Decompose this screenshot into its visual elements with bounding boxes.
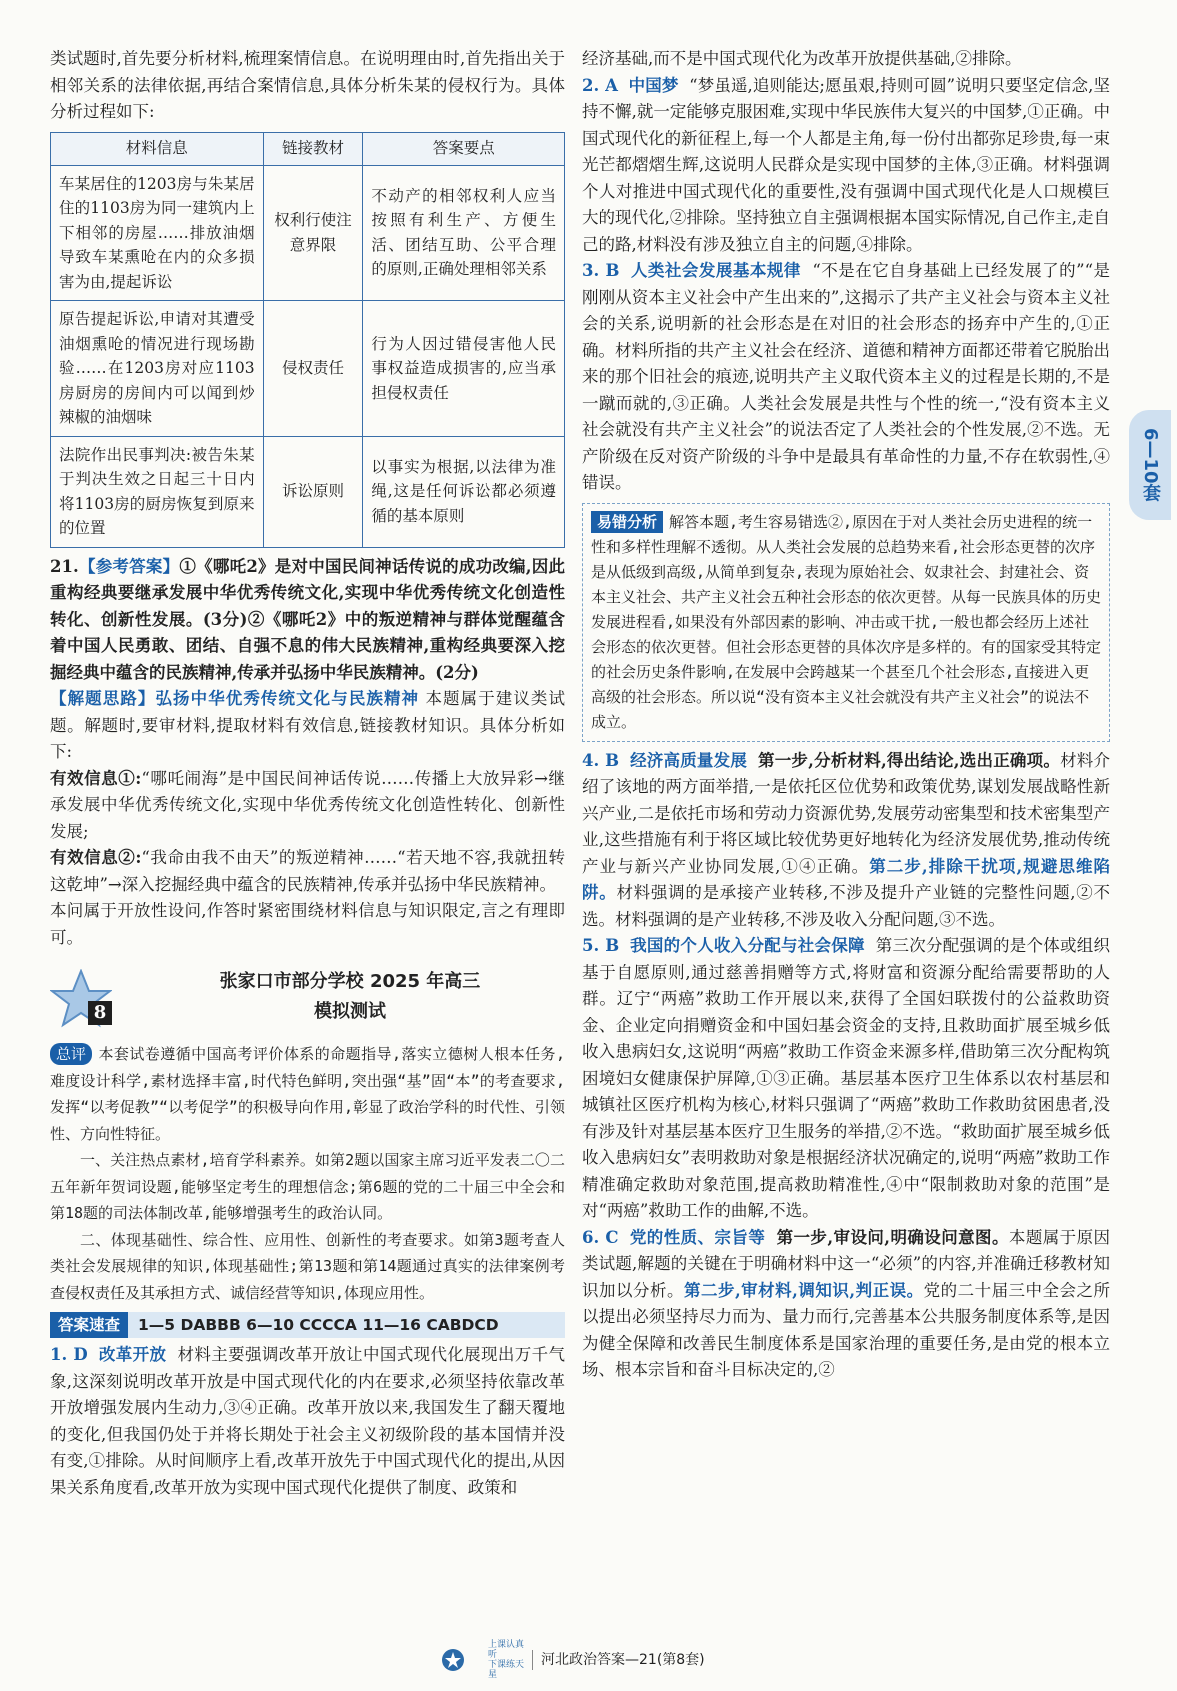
q5-number: 5. B	[582, 936, 620, 955]
table-cell: 不动产的相邻权利人应当按照有利生产、方便生活、团结互助、公平合理的原则,正确处理相邻关系	[363, 165, 565, 301]
footer-divider	[532, 1650, 533, 1670]
set-number: 8	[88, 1001, 112, 1025]
table-cell: 法院作出民事判决:被告朱某于判决生效之日起三十日内将1103房的厨房恢复到原来的位置	[51, 436, 264, 547]
publisher-logo-icon	[440, 1647, 480, 1673]
q21-number: 21.	[50, 556, 79, 576]
right-column	[582, 46, 1110, 1384]
set-range-tab: 6—10套	[1129, 410, 1171, 520]
table-cell: 以事实为根据,以法律为准绳,这是任何诉讼都必须遵循的基本原则	[363, 436, 565, 547]
error-analysis-text: 解答本题,考生容易错选②,原因在于对人类社会历史进程的统一性和多样性理解不透彻。从人类社会发展的总趋势来看,社会形态更替的次序是从低级到高级,从简单到复杂,表现为原始社会、奴隶社会、封建社会、资本主义社会、共产主义社会五种社会形态的依次更替。从每一民族具体的历史发展进程看,如果没有外部因素的影响、冲击或干扰,一般也都会经历上述社会形态的依次更替。但社会形态更替的具体次序是多样的。有的国家受其特定的社会历史条件影响,在发展中会跨越某一个甚至几个社会形态,直接进入更高级的社会形态。所以说“没有资本主义社会就没有共产主义社会”的说法不成立。	[591, 512, 1102, 731]
q6-text2: 党的二十届三中全会之所以提出必须坚持尽力而为、量力而行,完善基本公共服务制度体系等,是因为健全保障和改善民生制度体系是国家治理的重要任务,是由党的根本立场、根本宗旨和奋斗目标决定的,②	[582, 1280, 1111, 1379]
q3-text: “不是在它自身基础上已经发展了的”“是刚刚从资本主义社会中产生出来的”,这揭示了共产主义社会与资本主义社会的关系,说明新的社会形态是在对旧的社会形态的扬弃中产生的,①正确。材料所指的共产主义社会在经济、道德和精神方面都还带着它脱胎出来的那个旧社会的痕迹,说明共产主义取代资本主义的过程是长期的,不是一蹴而就的,③正确。人类社会发展是共性与个性的统一,“没有资本主义社会就没有共产主义社会”的说法否定了人类社会的个性发展,②不选。无产阶级在反对资产阶级的斗争中是最具有革命性的力量,不存在软弱性,④错误。	[582, 261, 1111, 492]
set-title-line2: 模拟测试	[314, 1001, 386, 1022]
table-header: 材料信息	[51, 132, 264, 165]
set-title	[170, 967, 530, 1027]
q4-text1: 材料介绍了该地的两方面举措,一是依托区位优势和政策优势,谋划发展战略性新兴产业,二是依托市场和劳动力资源优势,发展劳动密集型和技术密集型产业,这些措施有利于将区域比较优势更好地转化为经济发展优势,推动传统产业与新兴产业协同发展,①④正确。	[582, 750, 1110, 876]
q6-step1: 第一步,审设问,明确设问意图。	[776, 1227, 1009, 1247]
quick-answer-bar	[50, 1312, 565, 1338]
table-cell: 行为人因过错侵害他人民事权益造成损害的,应当承担侵权责任	[363, 301, 565, 437]
q21-solution-text: 本题属于建议类试题。解题时,要审材料,提取材料有效信息,链接教材知识。具体分析如下:	[50, 689, 566, 761]
effective-info-2	[50, 845, 565, 898]
table-row	[51, 301, 565, 437]
q5-text: 第三次分配强调的是个体或组织基于自愿原则,通过慈善捐赠等方式,将财富和资源分配给需要帮助的人群。辽宁“两癌”救助工作开展以来,获得了全国妇联拨付的公益救助资金、企业定向捐赠资金和中国妇基会资金的支持,且救助面扩展至城乡低收入患病妇女,这说明“两癌”救助工作资金来源多样,借助第三次分配构筑困境妇女健康保护屏障,①③正确。基层基本医疗卫生体系以农村基层和城镇社区医疗机构为核心,材料只强调了“两癌”救助工作救助贫困患者,没有涉及针对基层基本医疗卫生服务的举措,②不选。“救助面扩展至城乡低收入患病妇女”表明救助对象是根据经济状况确定的,说明“两癌”救助工作精准确定救助对象范围,提高救助精准性,④中“限制救助对象的范围”是对“两癌”救助工作的曲解,不选。	[582, 936, 1111, 1220]
effective-info-1-text: “哪吒闹海”是中国民间神话传说……传播上大放异彩→继承发展中华优秀传统文化,实现中华优秀传统文化创造性转化、创新性发展;	[50, 768, 565, 841]
q4-text2: 材料强调的是承接产业转移,不涉及提升产业链的完整性问题,②不选。材料强调的是产业转移,不涉及收入分配问题,③不选。	[582, 883, 1110, 929]
q4-number: 4. B	[582, 750, 620, 770]
set-title-line1: 张家口市部分学校 2025 年高三	[219, 971, 481, 992]
table-row	[51, 165, 565, 301]
table-cell: 原告提起诉讼,申请对其遭受油烟熏呛的情况进行现场勘验……在1203房对应1103房厨房的房间内可以闻到炒辣椒的油烟味	[51, 301, 264, 437]
overall-evaluation	[50, 1041, 565, 1147]
error-analysis-box	[582, 503, 1110, 742]
evaluation-paragraph-3: 二、体现基础性、综合性、应用性、创新性的考查要求。如第3题考查人类社会发展规律的知识,体现基础性;第13题和第14题通过真实的法律案例考查侵权责任及其承担方式、诚信经营等知识,体现应用性。	[50, 1230, 565, 1302]
q5-knowledge-point: 我国的个人收入分配与社会保障	[630, 936, 865, 955]
table-cell: 权利行使注意界限	[263, 165, 363, 301]
q21-tail: 本问属于开放性设问,作答时紧密围绕材料信息与知识限定,言之有理即可。	[50, 901, 565, 947]
q2-knowledge-point: 中国梦	[628, 75, 679, 95]
effective-info-2-label: 有效信息②:	[50, 848, 142, 867]
table-header: 答案要点	[363, 132, 565, 165]
set-heading	[50, 963, 565, 1041]
quick-answer-values: 1—5 DABBB 6—10 CCCCA 11—16 CABDCD	[138, 1316, 499, 1334]
q21-answer-text: ①《哪吒2》是对中国民间神话传说的成功改编,因此重构经典要继承发展中华优秀传统文化,实现中华优秀传统文化创造性转化、创新性发展。(3分)②《哪吒2》中的叛逆精神与群体觉醒蕴含着中国人民勇敢、团结、自强不息的伟大民族精神,重构经典要深入挖掘经典中蕴含的民族精神,传承并弘扬中华民族精神。(2分)	[50, 556, 566, 682]
q3-knowledge-point: 人类社会发展基本规律	[630, 261, 801, 280]
q21-answer	[50, 554, 565, 687]
evaluation-paragraph-2: 一、关注热点素材,培育学科素养。如第2题以国家主席习近平发表二〇二五年新年贺词设题,能够坚定考生的理想信念;第6题的党的二十届三中全会和第18题的司法体制改革,能够增强考生的政治认同。	[50, 1151, 565, 1222]
case-analysis-table	[50, 132, 565, 548]
table-cell: 侵权责任	[263, 301, 363, 437]
intro-paragraph: 类试题时,首先要分析材料,梳理案情信息。在说明理由时,首先指出关于相邻关系的法律依据,再结合案情信息,具体分析朱某的侵权行为。具体分析过程如下:	[50, 49, 565, 121]
q5-explanation	[582, 933, 1110, 1225]
effective-info-1-label: 有效信息①:	[50, 768, 142, 788]
footer-page-label: 河北政治答案—21(第8套)	[541, 1652, 705, 1668]
q21-solution	[50, 686, 565, 766]
error-analysis-label: 易错分析	[591, 511, 663, 533]
table-header-row	[51, 132, 565, 165]
q3-explanation	[582, 258, 1110, 497]
q6-text1: 本题属于原因类试题,解题的关键在于明确材料中这一“必须”的内容,并准确迁移教材知识加以分析。	[582, 1227, 1111, 1300]
table-cell: 诉讼原则	[263, 436, 363, 547]
footer-slogan-line1: 上课认真听	[488, 1640, 525, 1660]
q1-number: 1. D	[50, 1345, 88, 1364]
table-header: 链接教材	[263, 132, 363, 165]
q1-explanation	[50, 1342, 565, 1501]
q4-knowledge-point: 经济高质量发展	[630, 750, 748, 770]
page-footer	[440, 1640, 760, 1680]
q6-knowledge-point: 党的性质、宗旨等	[629, 1227, 766, 1247]
effective-info-2-text: “我命由我不由天”的叛逆精神……“若天地不容,我就扭转这乾坤”→深入挖掘经典中蕴含的民族精神,传承并弘扬中华民族精神。	[50, 848, 565, 894]
q21-solution-knowledge-point: 弘扬中华优秀传统文化与民族精神	[155, 689, 420, 708]
quick-answer-label: 答案速查	[50, 1312, 128, 1338]
footer-slogan	[488, 1640, 524, 1680]
left-column	[50, 46, 565, 1501]
q6-step2: 第二步,审材料,调知识,判正误。	[683, 1280, 924, 1300]
footer-slogan-line2: 下课练天星	[488, 1660, 525, 1680]
evaluation-text-1: 本套试卷遵循中国高考评价体系的命题指导,落实立德树人根本任务,难度设计科学,素材选择丰富,时代特色鲜明,突出强“基”固“本”的考查要求,发挥“以考促教”“以考促学”的积极导向作用,彰显了政治学科的时代性、引领性、方向性特征。	[50, 1045, 565, 1143]
q1-knowledge-point: 改革开放	[98, 1345, 167, 1364]
q6-number: 6. C	[582, 1227, 619, 1247]
q4-step1: 第一步,分析材料,得出结论,选出正确项。	[758, 750, 1061, 770]
q2-explanation	[582, 73, 1110, 259]
evaluation-label: 总评	[50, 1043, 92, 1065]
q1-text: 材料主要强调改革开放让中国式现代化展现出万千气象,这深刻说明改革开放是中国式现代化的内在要求,必须坚持依靠改革开放增强发展内生动力,③④正确。改革开放以来,我国发生了翻天覆地的变化,但我国仍处于并将长期处于社会主义初级阶段的基本国情并没有变,①排除。从时间顺序上看,改革开放先于中国式现代化的提出,从因果关系角度看,改革开放为实现中国式现代化提供了制度、政策和	[50, 1345, 565, 1497]
effective-info-1	[50, 766, 565, 846]
q21-solution-tag: 【解题思路】	[50, 689, 156, 708]
q21-answer-tag: 【参考答案】	[78, 556, 180, 576]
table-cell: 车某居住的1203房与朱某居住的1103房为同一建筑内上下相邻的房屋……排放油烟导致车某熏呛在内的众多损害为由,提起诉讼	[51, 165, 264, 301]
q2-number: 2. A	[582, 75, 618, 95]
table-row	[51, 436, 565, 547]
q4-step2: 第二步,排除干扰项,规避思维陷阱。	[582, 856, 1110, 902]
q1-continuation: 经济基础,而不是中国式现代化为改革开放提供基础,②排除。	[582, 49, 1022, 68]
q4-explanation	[582, 748, 1110, 934]
q2-text: “梦虽遥,追则能达;愿虽艰,持则可圆”说明只要坚定信念,坚持不懈,就一定能够克服困难,实现中华民族伟大复兴的中国梦,①正确。中国式现代化的新征程上,每一个人都是主角,每一份付出都弥足珍贵,每一束光芒都熠熠生辉,这说明人民群众是实现中国梦的主体,③正确。材料强调个人对推进中国式现代化的重要性,没有强调中国式现代化是人口规模巨大的现代化,②排除。坚持独立自主强调根据本国实际情况,自己作主,走自己的路,材料没有涉及独立自主的问题,④排除。	[582, 75, 1110, 254]
q3-number: 3. B	[582, 261, 620, 280]
q6-explanation	[582, 1225, 1110, 1384]
